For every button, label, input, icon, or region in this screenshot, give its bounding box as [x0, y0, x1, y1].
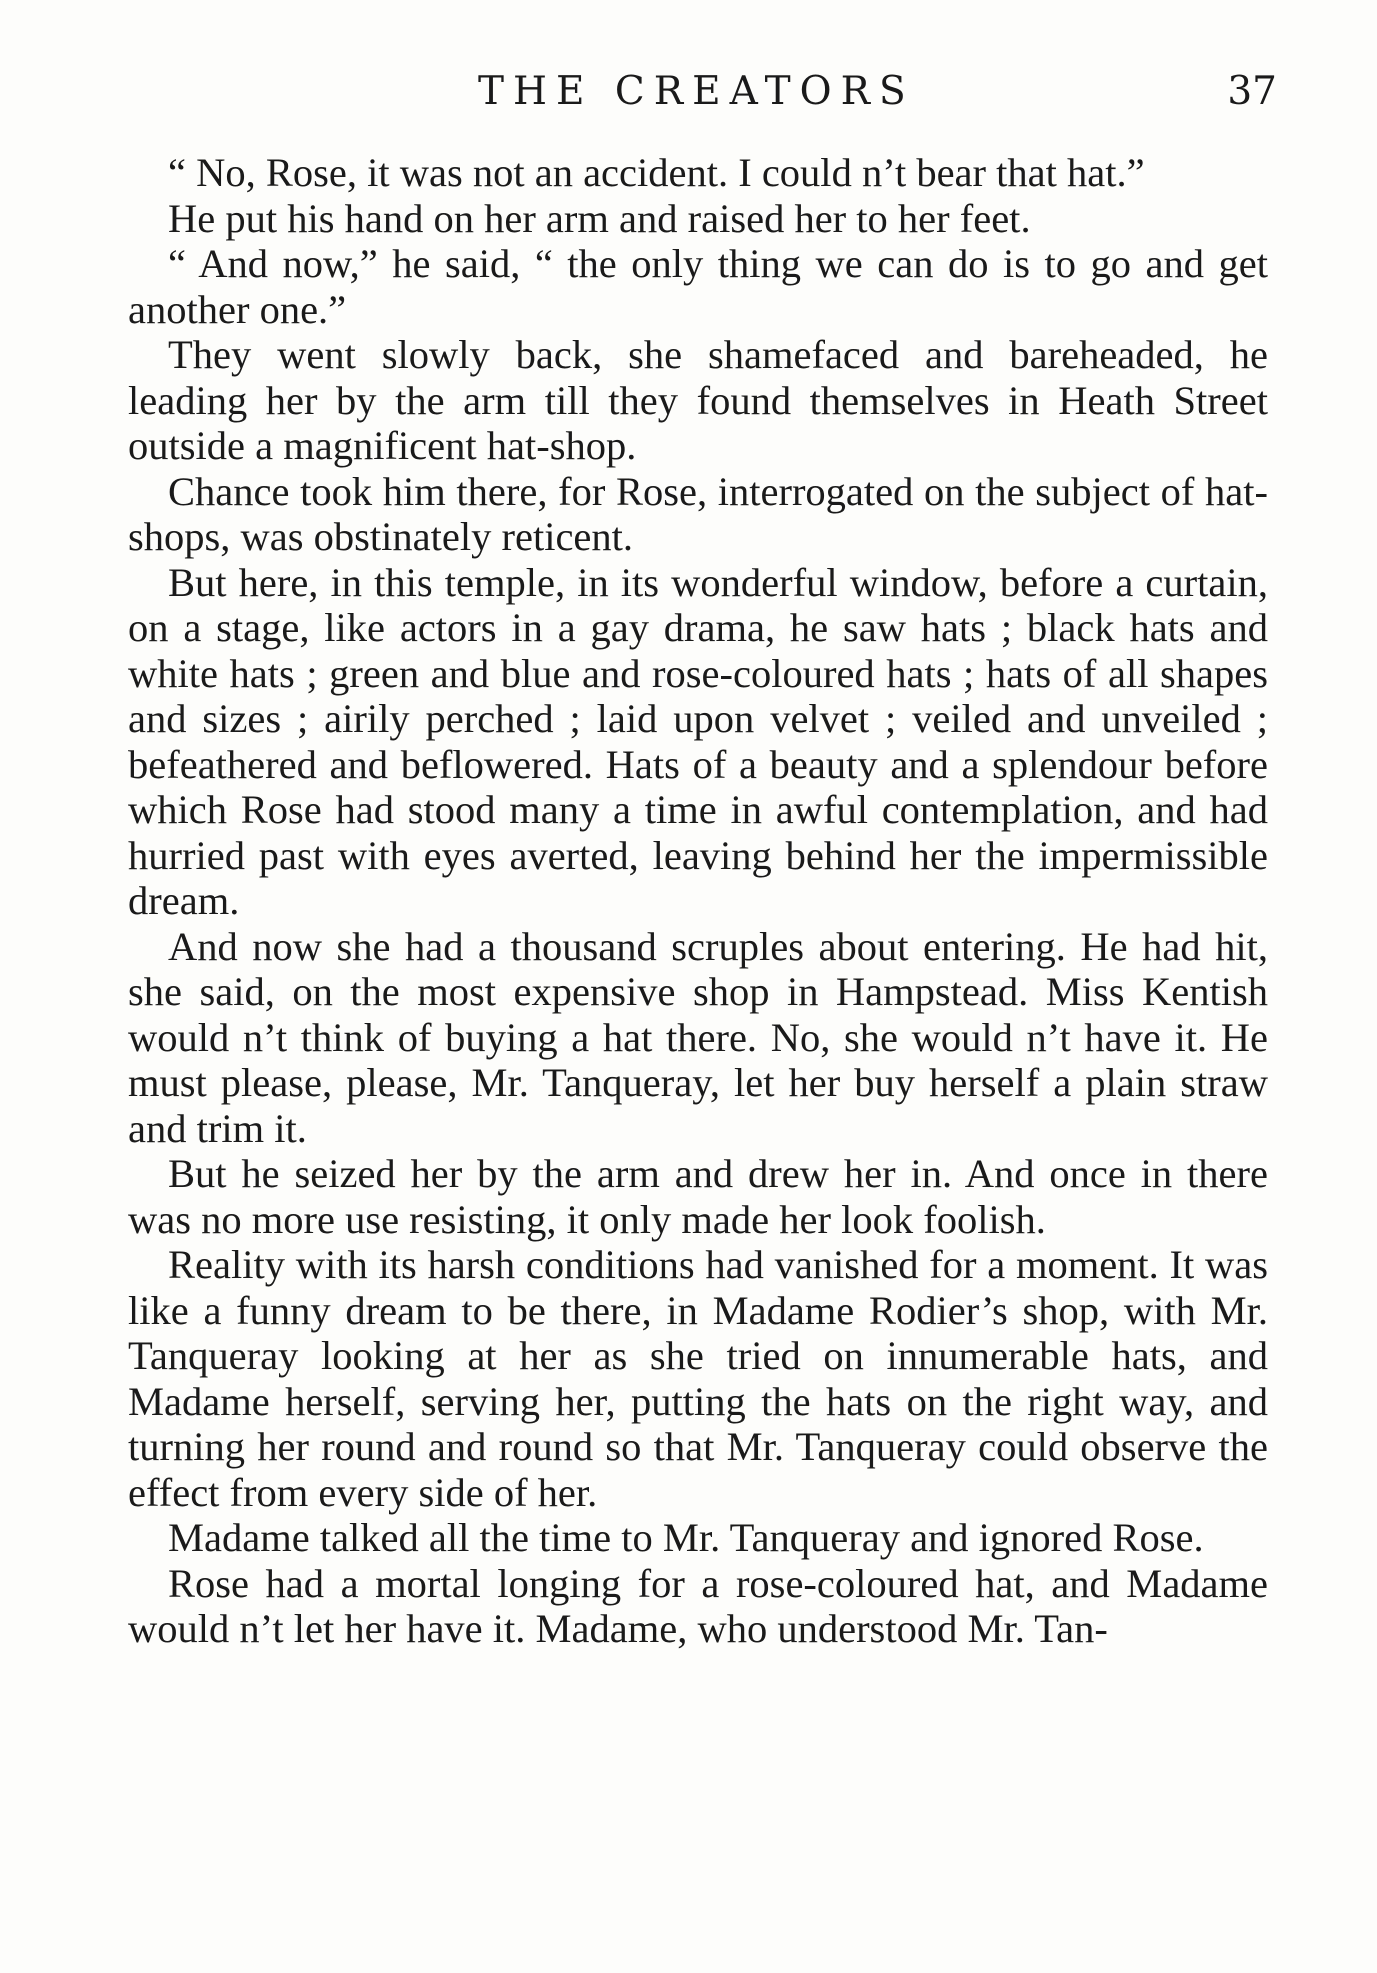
paragraph: Madame talked all the time to Mr. Tanqueray and ignored Rose.	[168, 1515, 1204, 1560]
body-text	[128, 150, 1268, 1652]
paragraph: “ No, Rose, it was not an accident. I could n’t bear that hat.”	[168, 150, 1145, 195]
paragraph: Rose had a mortal longing for a rose-coloured hat, and Madame would n’t let her have it. Madame, who understood Mr. Tan-	[128, 1560, 1268, 1651]
paragraph: But he seized her by the arm and drew her in. And once in there was no more use resisting, it only made her look foolish.	[128, 1151, 1268, 1242]
running-title: THE CREATORS	[478, 69, 915, 114]
paragraph: But here, in this temple, in its wonderful window, before a curtain, on a stage, like actors in a gay drama, he saw hats ; black hats and white hats ; green and blue and rose-coloured hats ; hats of all shapes and sizes ; airily perched ; laid upon velvet ; veiled and unveiled ; befeathered and beflowered. Hats of a beauty and a splendour before which Rose had stood many a time in awful contemplation, and had hurried past with eyes averted, leaving behind her the impermissible dream.	[128, 559, 1268, 923]
paragraph: Reality with its harsh conditions had vanished for a moment. It was like a funny dream to be there, in Madame Rodier’s shop, with Mr. Tanqueray looking at her as she tried on innumerable hats, and Madame herself, serving her, putting the hats on the right way, and turning her round and round so that Mr. Tanqueray could observe the effect from every side of her.	[128, 1242, 1268, 1515]
paragraph: “ And now,” he said, “ the only thing we can do is to go and get another one.”	[128, 241, 1268, 332]
running-head	[0, 62, 1377, 122]
paragraph: And now she had a thousand scruples about entering. He had hit, she said, on the most expensive shop in Hampstead. Miss Kentish would n’t think of buying a hat there. No, she would n’t have it. He must please, please, Mr. Tanqueray, let her buy herself a plain straw and trim it.	[128, 923, 1268, 1151]
paragraph: Chance took him there, for Rose, interrogated on the subject of hat-shops, was obstinately reticent.	[128, 468, 1268, 559]
page-number: 37	[1227, 69, 1277, 114]
paragraph: They went slowly back, she shamefaced and bareheaded, he leading her by the arm till they found themselves in Heath Street outside a magnificent hat-shop.	[128, 332, 1268, 468]
paragraph: He put his hand on her arm and raised her to her feet.	[168, 195, 1031, 241]
